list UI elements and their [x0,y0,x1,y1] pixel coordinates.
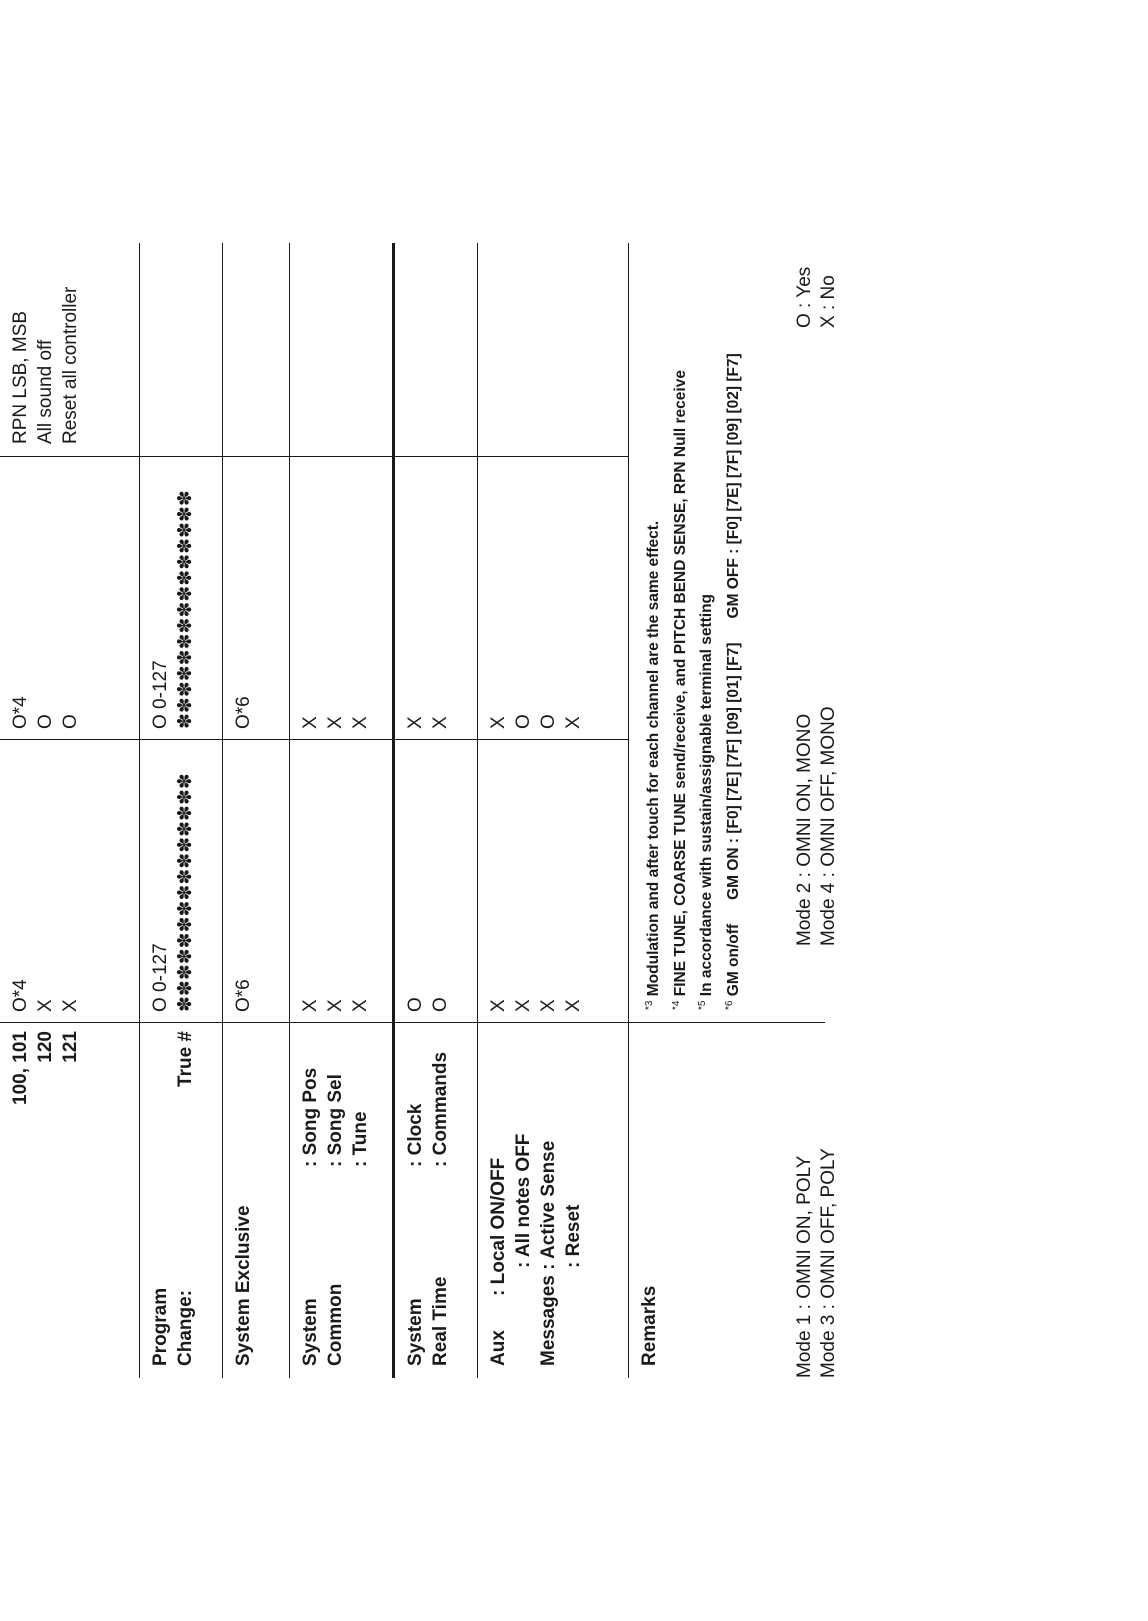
transmitted-cell [290,740,394,1023]
aux-line [486,1023,511,1366]
item-label: : Active Sense [538,1140,559,1270]
yes-legend: O : Yes [794,266,815,328]
remarks-cell [478,243,629,457]
function-label: Change: [175,1290,196,1366]
no-legend: X : No [818,275,839,328]
transmitted-value: O*4 [10,979,31,1012]
footnote [692,243,719,1010]
footnote-mark: *4 [670,1000,682,1010]
transmitted-value: X [35,999,56,1012]
controller-numbers-cell [0,1023,140,1172]
midi-implementation-chart-rotated [0,243,840,1378]
function-label: Common [325,1283,346,1366]
transmitted-value: X [563,999,584,1012]
function-label: System Exclusive [233,1205,254,1366]
controller-number: 121 [60,1031,81,1063]
function-cell [478,1023,629,1379]
midi-implementation-table [0,243,825,1378]
item-label: : Commands [430,1051,451,1167]
remarks-cell [140,243,223,457]
footnote-mark: *5 [697,1000,709,1010]
footnote-text: Modulation and after touch for each channel are the same effect. [645,520,663,997]
recognized-value: O 0-127 [150,660,171,729]
remarks-cell [394,243,478,457]
true-number-label: True # [175,1031,196,1087]
recognized-value: X [430,716,451,729]
function-label: Real Time [430,1276,451,1366]
footnote-text: GM on/off [725,923,743,997]
recognized-value: X [325,716,346,729]
transmitted-value: X [300,999,321,1012]
table-row-system-exclusive [223,243,290,1378]
legend-column [793,1148,841,1378]
function-cell [223,1023,290,1379]
recognized-cell [0,457,140,740]
recognized-cell [140,457,223,740]
item-label: : Reset [563,1204,584,1268]
item-label: : Tune [350,1111,371,1167]
transmitted-value: X [325,999,346,1012]
transmitted-value: O [430,997,451,1012]
recognized-value: O [60,714,81,729]
mode-1-label: Mode 1 : OMNI ON, POLY [794,1155,815,1378]
remarks-cell [290,243,394,457]
transmitted-cell [0,740,140,1023]
remarks-cell [223,243,290,457]
controller-number: 120 [35,1031,56,1063]
recognized-value: O*6 [233,696,254,729]
transmitted-value: X [350,999,371,1012]
recognized-value: X [488,716,509,729]
transmitted-value: X [60,999,81,1012]
remark-text: All sound off [35,339,56,444]
true-number-cell [140,1023,223,1172]
recognized-cell [223,457,290,740]
footnote-mark: *3 [644,1000,655,1010]
legend-column [793,267,841,328]
table-row-aux-messages [478,243,629,1378]
recognized-cell [394,457,478,740]
table-row-system-common [290,243,394,1378]
transmitted-cell [223,740,290,1023]
aux-line [511,1023,536,1366]
function-cell [0,1171,140,1378]
items-cell [394,1023,478,1172]
item-label: : Song Pos [300,1067,321,1167]
controller-number: 100, 101 [10,1031,31,1105]
transmitted-cell [478,740,629,1023]
transmitted-value: O*6 [233,979,254,1012]
mode-4-label: Mode 4 : OMNI OFF, MONO [818,706,839,946]
footnote [666,243,693,1010]
recognized-value: X [405,716,426,729]
aux-line [561,1023,586,1366]
transmitted-value: O [405,997,426,1012]
remarks-label: Remarks [639,1285,660,1366]
recognized-value: O [513,714,534,729]
transmitted-value: X [488,999,509,1012]
item-label: : Local ON/OFF [488,1157,509,1296]
footnote-text: FINE TUNE, COARSE TUNE send/receive, and PITCH BEND SENSE, RPN Null receive [671,370,689,997]
transmitted-value: ✽✽✽✽✽✽✽✽✽✽✽✽✽✽✽ [175,773,196,1012]
gm-on-text: GM ON : [F0] [7E] [7F] [09] [01] [F7] [725,642,743,900]
footnote-text: In accordance with sustain/assignable terminal setting [698,593,716,997]
transmitted-cell [140,740,223,1023]
recognized-value: X [563,716,584,729]
transmitted-value: O 0-127 [150,943,171,1012]
recognized-value: O [35,714,56,729]
transmitted-cell [394,740,478,1023]
remark-text: Reset all controller [60,286,81,444]
recognized-value: ✽✽✽✽✽✽✽✽✽✽✽✽✽✽✽ [175,490,196,729]
table-row-controller [0,243,140,1378]
mode-3-label: Mode 3 : OMNI OFF, POLY [818,1148,839,1378]
item-label: : All notes OFF [513,1133,534,1268]
remarks-cell [0,243,140,457]
recognized-value: X [300,716,321,729]
recognized-value: O*4 [10,696,31,729]
transmitted-value: X [513,999,534,1012]
footnote [639,243,666,1010]
footnote [719,243,746,1010]
transmitted-value: X [538,999,559,1012]
items-cell [290,1023,394,1172]
item-label: : Song Sel [325,1074,346,1167]
table-row-system-real-time [394,243,478,1378]
function-label: Aux [488,1330,509,1366]
recognized-value: X [350,716,371,729]
function-label: Messages [538,1275,559,1366]
function-label: Program [150,1287,171,1366]
mode-2-label: Mode 2 : OMNI ON, MONO [794,713,815,946]
gm-off-text: GM OFF : [F0] [7E] [7F] [09] [02] [F7] [725,353,743,619]
table-row-program-change [140,243,223,1378]
function-label: System [300,1298,321,1366]
recognized-cell [478,457,629,740]
legend-column [793,706,841,946]
recognized-value: O [538,714,559,729]
item-label: : Clock [405,1103,426,1167]
function-cell [140,1171,223,1378]
recognized-cell [290,457,394,740]
footnote-mark: *6 [723,1000,735,1010]
function-cell [394,1171,478,1378]
aux-line [536,1023,561,1366]
remark-text: RPN LSB, MSB [10,310,31,444]
function-label: System [405,1298,426,1366]
function-cell [290,1171,394,1378]
